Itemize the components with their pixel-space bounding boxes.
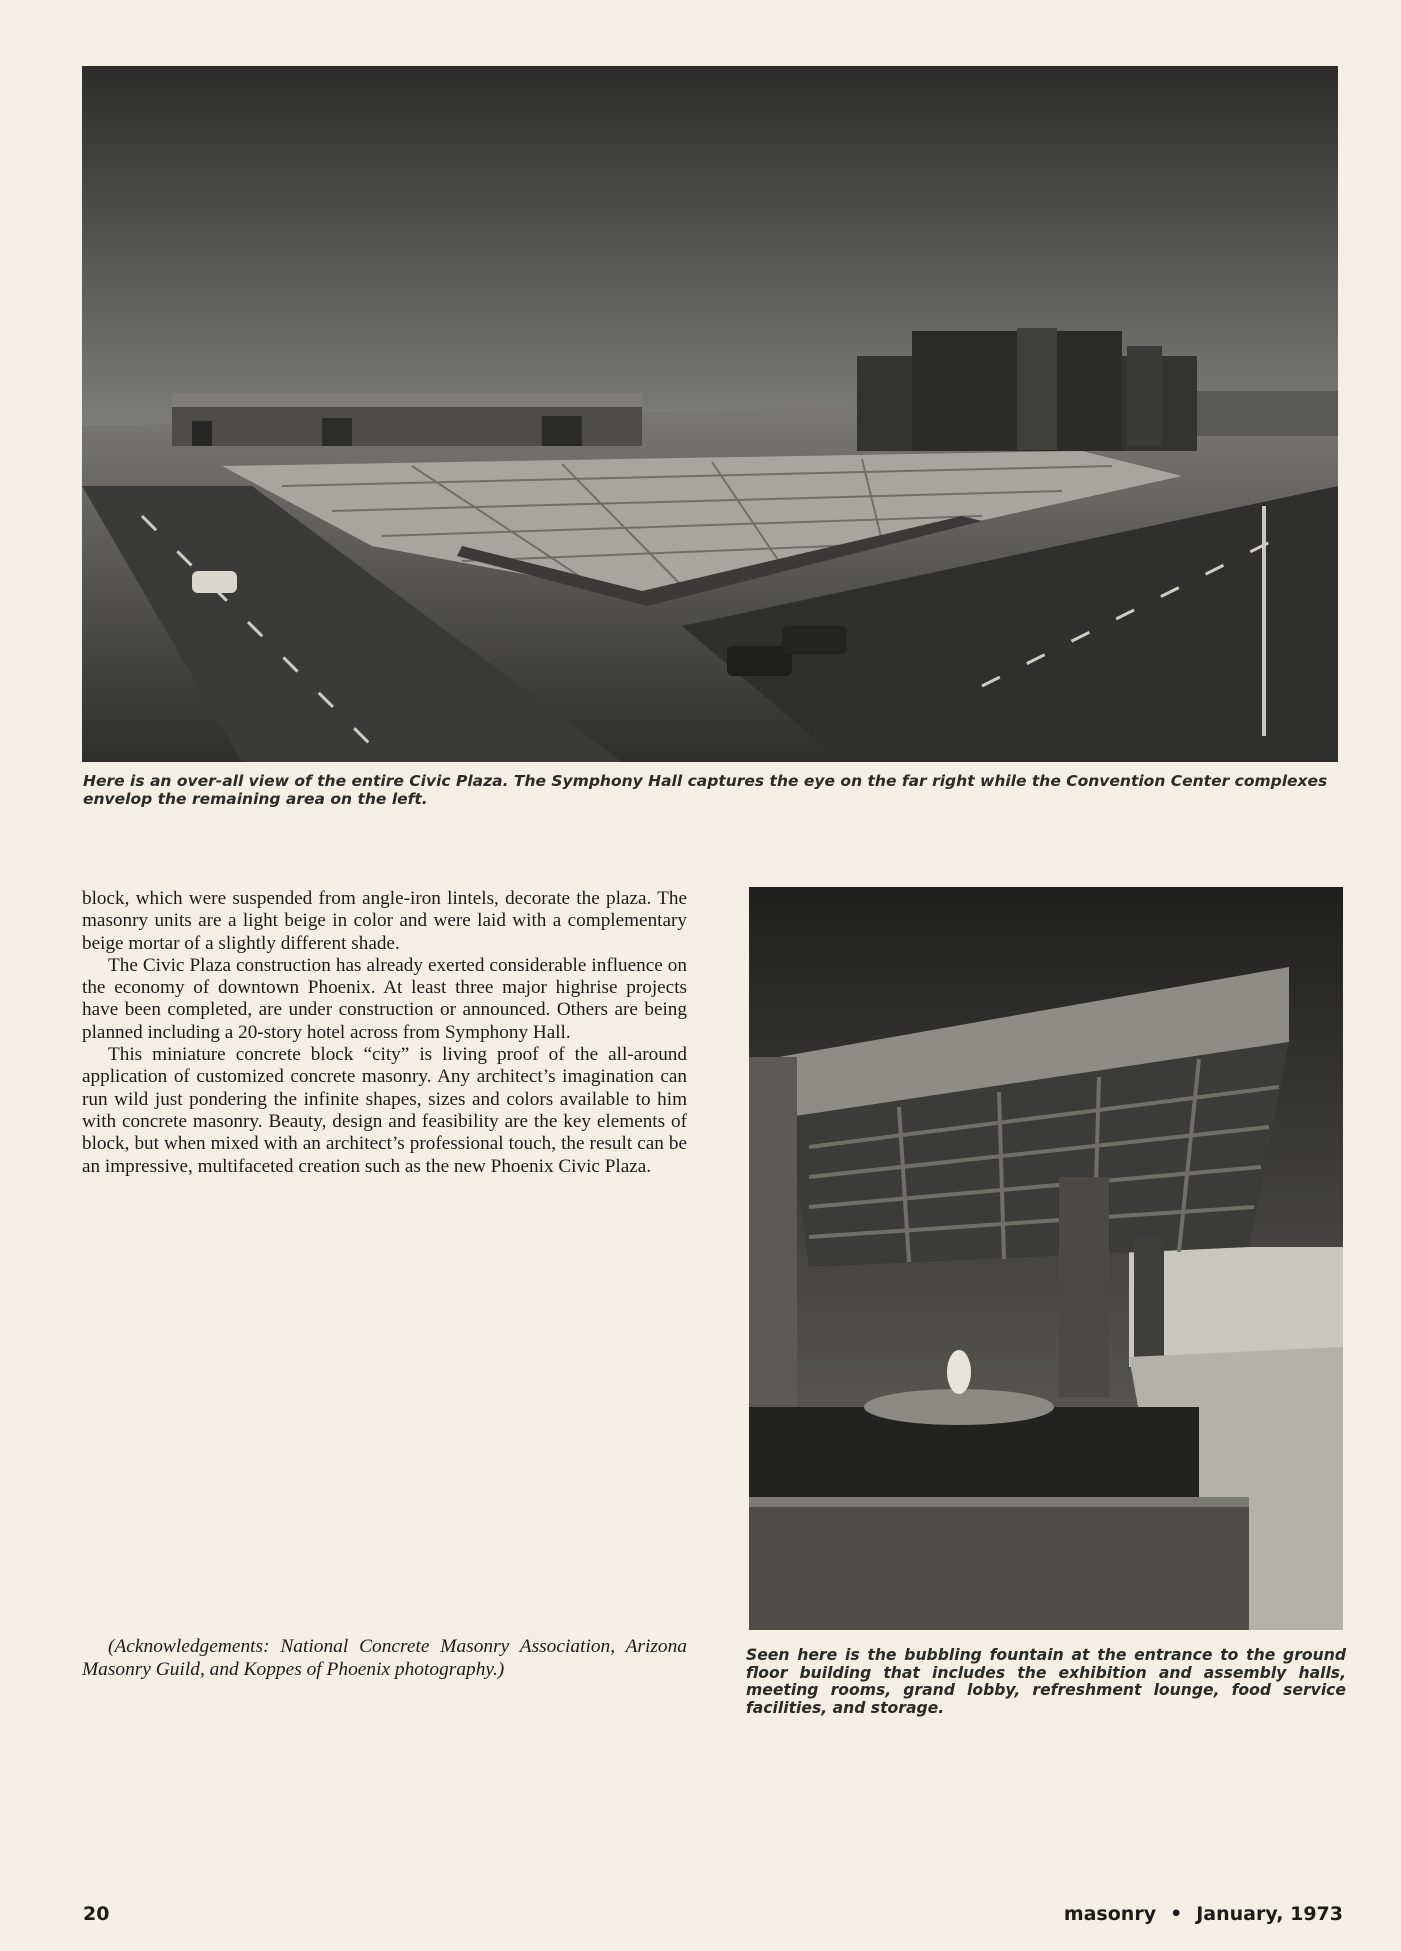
- footer-publication-line: [1064, 1903, 1343, 1925]
- article-paragraph: block, which were suspended from angle-iron lintels, decorate the plaza. The masonry units are a light beige in color and were laid with a complementary beige mortar of a slightly different shade.: [82, 888, 687, 954]
- separator-bullet: •: [1170, 1903, 1183, 1925]
- acknowledgements: (Acknowledgements: National Concrete Masonry Association, Arizona Masonry Guild, and Koppes of Phoenix photography.): [82, 1636, 687, 1680]
- article-body: [82, 888, 687, 1178]
- bottom-photo-caption: Seen here is the bubbling fountain at the entrance to the ground floor building that includes the exhibition and assembly halls, meeting rooms, grand lobby, refreshment lounge, food service facilities, and storage.: [746, 1646, 1346, 1717]
- fountain-entrance-image: [749, 887, 1343, 1630]
- article-paragraph: This miniature concrete block “city” is living proof of the all-around application of customized concrete masonry. Any architect’s imagination can run wild just pondering the infinite shapes, sizes and colors available to him with concrete masonry. Beauty, design and feasibility are the key elements of block, but when mixed with an architect’s professional touch, the result can be an impressive, multifaceted creation such as the new Phoenix Civic Plaza.: [82, 1044, 687, 1177]
- civic-plaza-overview-photo: [82, 66, 1338, 762]
- issue-date: January, 1973: [1196, 1903, 1343, 1925]
- civic-plaza-overview-image: [82, 66, 1338, 762]
- page-number: 20: [83, 1903, 110, 1925]
- fountain-entrance-photo: [749, 887, 1343, 1630]
- article-paragraph: The Civic Plaza construction has already exerted considerable influence on the economy of downtown Phoenix. At least three major highrise projects have been completed, are under construction or announced. Others are being planned including a 20-story hotel across from Symphony Hall.: [82, 954, 687, 1043]
- top-photo-caption: Here is an over-all view of the entire Civic Plaza. The Symphony Hall captures the eye on the far right while the Convention Center complexes envelop the remaining area on the left.: [83, 772, 1328, 808]
- publication-name: masonry: [1063, 1903, 1157, 1925]
